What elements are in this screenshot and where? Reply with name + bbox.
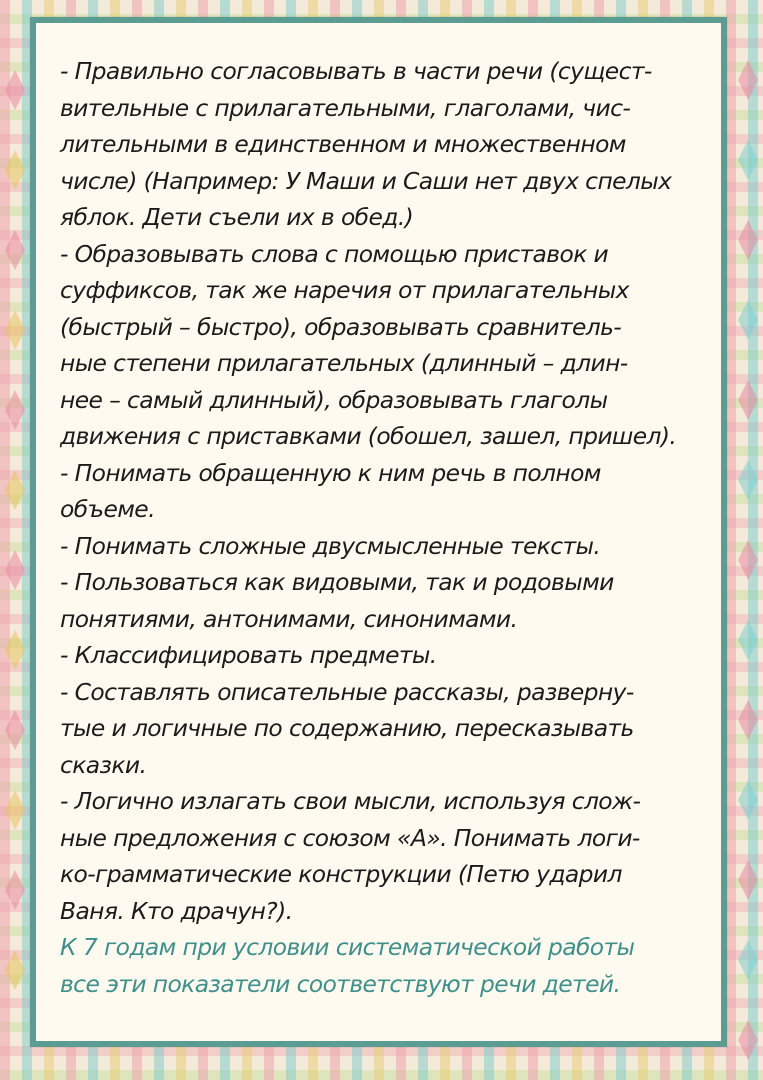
text-line: - Понимать обращенную к ним речь в полном <box>60 458 601 487</box>
text-line: тые и логичные по содержанию, пересказывать <box>60 714 634 742</box>
text-line: суффиксов, так же наречия от прилагательных <box>60 276 629 304</box>
text-line: все эти показатели соответствуют речи детей. <box>60 969 621 998</box>
text-line: - Классифицировать предметы. <box>60 641 437 669</box>
text-line: (быстрый – быстро), образовывать сравнитель- <box>60 312 622 341</box>
text-line: нее – самый длинный), образовывать глаголы <box>60 385 608 414</box>
panel-content <box>60 53 730 1002</box>
text-line: - Образовывать слова с помощью приставок и <box>60 239 609 268</box>
text-line: ко-грамматические конструкции (Петю ударил <box>60 860 622 888</box>
decorative-pattern-right <box>733 0 763 1080</box>
text-line: вительные с прилагательными, глаголами, чис- <box>60 93 631 122</box>
text-line: яблок. Дети съели их в обед.) <box>60 203 414 231</box>
conclusion <box>60 929 730 1002</box>
text-line: - Понимать сложные двусмысленные тексты. <box>60 531 601 560</box>
text-line: лительными в единственном и множественном <box>60 130 626 158</box>
text-line: сказки. <box>60 750 147 779</box>
text-line: - Пользоваться как видовыми, так и родовыми <box>60 568 614 596</box>
text-line: движения с приставками (обошел, зашел, пришел). <box>60 422 677 450</box>
text-line: - Логично излагать свои мысли, используя слож- <box>60 787 641 815</box>
text-panel <box>30 17 727 1047</box>
text-line: ные степени прилагательных (длинный – длин- <box>60 349 628 377</box>
text-line: числе) (Например: У Маши и Саши нет двух спелых <box>60 166 672 195</box>
text-line: ные предложения с союзом «А». Понимать логи- <box>60 823 640 852</box>
text-line: - Составлять описательные рассказы, разверну- <box>60 677 634 706</box>
text-line: - Правильно согласовывать в части речи (сущест- <box>60 57 652 85</box>
text-line: понятиями, антонимами, синонимами. <box>60 604 518 633</box>
text-line: объеме. <box>60 495 155 523</box>
text-line: К 7 годам при условии систематической работы <box>60 933 635 961</box>
text-line: Ваня. Кто драчун?). <box>60 896 293 925</box>
decorative-pattern-left <box>0 0 30 1080</box>
skills-list <box>60 53 730 929</box>
